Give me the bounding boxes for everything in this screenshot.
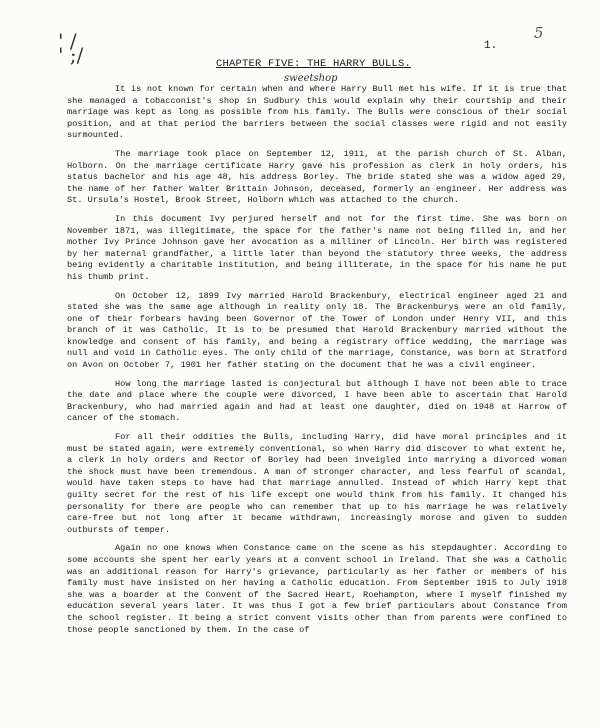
paragraph-5: How long the marriage lasted is conjectural but although I have not been able to trace the date and place where the couple were divorced, I have been able to ascertain that Harold Brackenbury, who had married again and had at least one daughter, died on 1948 at Harrow of cancer of the stomach. — [67, 378, 567, 424]
paragraph-3: In this document Ivy perjured herself and not for the first time. She was born on November 1871, was illegitimate, the space for the father's name not being filled in, and her mother Ivy Prince Johnson gave her avocation as a milliner of Lincoln. Her birth was registered by her maternal grandfather, a little later than beyond the statutory three weeks, the address being evidently a charitable institution, and being illiterate, in the space for his name he put his thumb print. — [67, 213, 567, 282]
paragraph-2: The marriage took place on September 12, 1911, at the parish church of St. Alban, Holborn. On the marriage certificate Harry gave his profession as clerk in holy orders, his status bachelor and his age 48, his address Borley. The bride stated she was a widow aged 29, the name of her father Walter Brittain Johnson, deceased, formerly an engineer. Her address was St. Ursula's Hostel, Brook Street, Holborn which was attached to the church. — [67, 148, 567, 206]
paragraph-7: Again no one knows when Constance came on the scene as his stepdaughter. According to some accounts she spent her early years at a convent school in Ireland. That she was a Catholic was an additional reason for Harry's grievance, particularly as her father or members of his family must have insisted on her having a Catholic education. From September 1915 to July 1918 she was a boarder at the Convent of the Sacred Heart, Roehampton, where I myself finished my education several years later. It was thus I got a few brief particulars about Constance from the school register. It being a strict convent visits other than from parents were confined to those people sanctioned by them. In the case of — [67, 543, 567, 635]
paragraph-1: It is not known for certain when and where Harry Bull met his wife. If it is true that she managed a tobacconist's shop in Sudbury this would explain why their courtship and their marriage was kept as long as possible from his family. The Bulls were conscious of their social position, and at that period the barriers between the social classes were rigid and not easily surmounted. — [67, 84, 567, 141]
paragraph-4: On October 12, 1899 Ivy married Harold Brackenbury, electrical engineer aged 21 and stated she was the same age although in reality only 18. The Brackenburys were an old family, one of their forbears having been Governor of the Tower of London under Henry VII, and this branch of it was Catholic. It is to be presumed that Harold Brackenbury married without the knowledge and consent of his family, and being a registrary office wedding, the marriage was null and void in Catholic eyes. The only child of the marriage, Constance, was born at Stratford on Avon on October 7, 1901 her father stating on the document that he was a civil engineer. — [67, 290, 567, 371]
handwritten-insert: sweetshop — [284, 73, 338, 84]
margin-pen-marks: ' / ' ;/ — [58, 29, 84, 67]
page-number: 1. — [484, 40, 498, 52]
paragraph-6: For all their oddities the Bulls, including Harry, did have moral principles and it must be stated again, were extremely conventional, so when Harry did discover to what extent he, a clerk in holy orders and Rector of Borley had been inveigled into marrying a divorced woman the shock must have been tremendous. A man of stronger character, and less fearful of scandal, would have taken steps to have had that marriage annulled. Instead of which Harry kept that guilty secret for the rest of his life except one would think from his family. It changed his personality for there are people who can remember that up to his marriage he was relatively care-free but not long after it became withdrawn, increasingly morose and given to sudden outbursts of temper. — [67, 432, 567, 535]
chapter-title: CHAPTER FIVE: THE HARRY BULLS. — [216, 58, 412, 70]
handwritten-page-note: 5 — [534, 24, 544, 42]
document-body — [67, 84, 567, 643]
